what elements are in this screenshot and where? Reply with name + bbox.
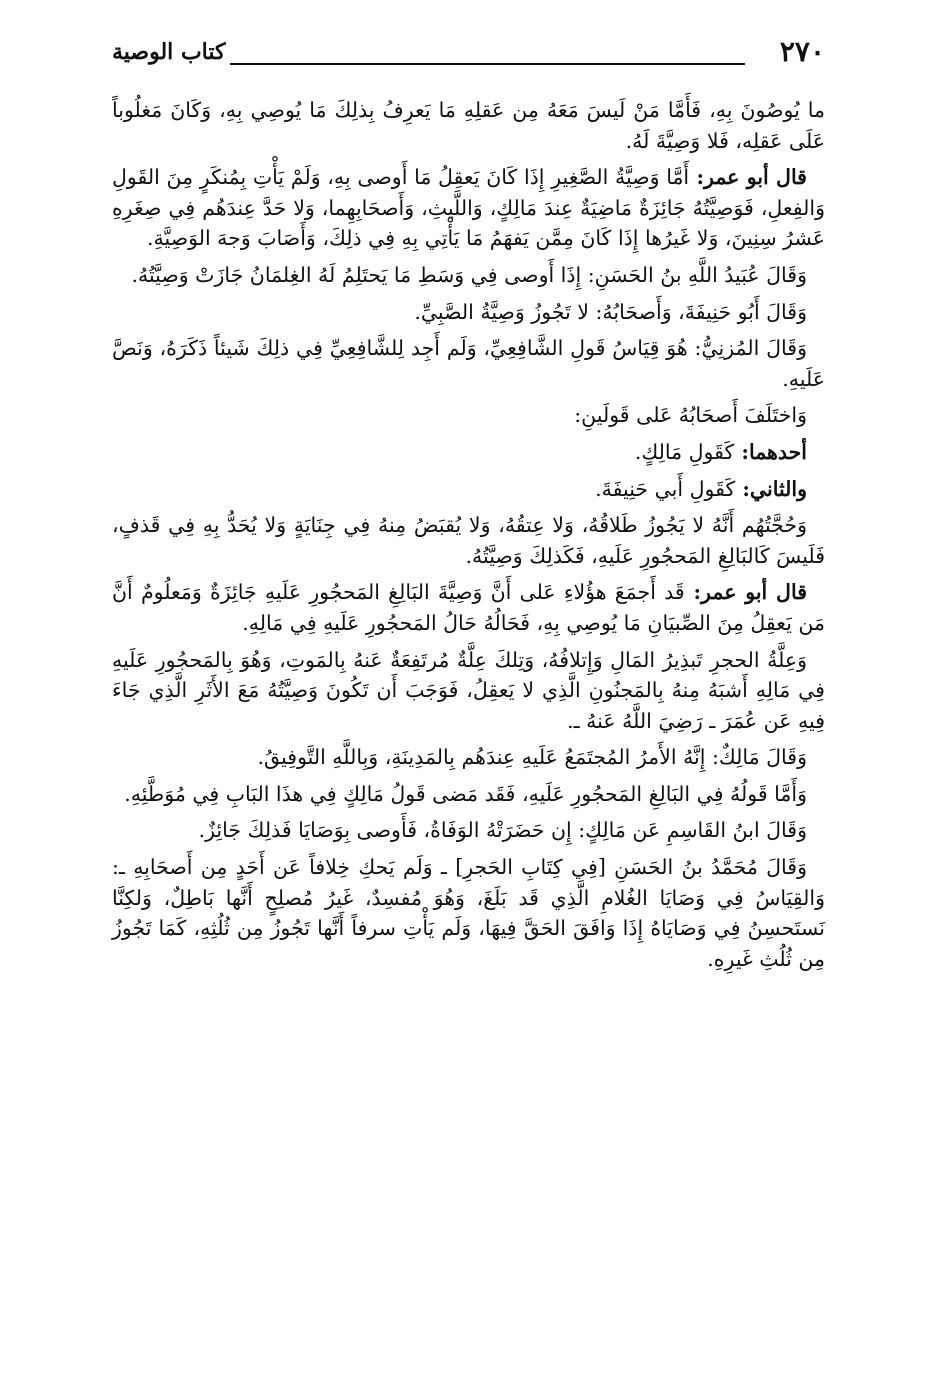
paragraph-text: وَقَالَ مَالِكٌ: إِنَّهُ الأَمرُ المُجتَمَعُ عَلَيهِ عِندَهُم بِالمَدِينَةِ، وَبِاللَّهِ التَّوفِيقُ.	[257, 745, 807, 770]
paragraph	[112, 742, 825, 773]
paragraph-text: كَقَولِ مَالِكٍ.	[634, 439, 735, 464]
paragraph-text: وَقَالَ عُبَيدُ اللَّهِ بنُ الحَسَنِ: إِذَا أَوصى فِي وَسَطِ مَا يَحتَلِمُ لَهُ الغِلمَانُ جَازَتْ وَصِيَّتُهُ.	[131, 262, 807, 287]
paragraph-lead: قال أبو عمر:	[684, 580, 807, 605]
paragraph-text: قَد أَجمَعَ هؤُلاءِ عَلى أَنَّ وَصِيَّةَ البَالِغِ المَحجُورِ عَلَيهِ جَائِزَةٌ وَمَعلُومٌ أَنَّ مَن يَعقِلُ مِنَ الصِّبيَانِ مَا يُوصِي بِهِ، فَحَالُهُ حَالُ المَحجُورِ عَلَيهِ فِي مَالِهِ.	[112, 580, 825, 635]
paragraph	[112, 297, 825, 328]
paragraph-lead: أحدهما:	[734, 439, 807, 464]
paragraph-text: وَاختَلَفَ أَصحَابُهُ عَلى قَولَينِ:	[574, 403, 807, 428]
paragraph	[112, 577, 825, 638]
paragraph-text: كَقَولِ أَبي حَنِيفَةَ.	[595, 476, 736, 501]
paragraph-text: وَقَالَ المُزنِيُّ: هُوَ قِيَاسُ قَولِ الشَّافِعِيِّ، وَلَم أَجِد لِلشَّافِعِيِّ فِي ذلِكَ شَيئاً ذَكَرَهُ، وَنَصَّ عَلَيهِ.	[112, 336, 825, 391]
paragraph-text: أَمَّا وَصِيَّةُ الصَّغِيرِ إِذَا كَانَ يَعقِلُ مَا أَوصى بِهِ، وَلَمْ يَأْتِ بِمُنكَرٍ مِنَ القَولِ وَالفِعلِ، فَوَصِيَّتُهُ جَائِزَةٌ مَاضِيَةٌ عِندَ مَالِكٍ، وَاللَّيثِ، وَأَصحَابِهِما، وَلا حَدَّ عِندَهُم فِي صِغَرِهِ عَشرُ سِنِينَ، وَلا غَيرُها إِذَا كَانَ مِمَّن يَفهَمُ مَا يَأْتِي بِهِ فِي ذلِكَ، وَأَصَابَ وَجهَ الوَصِيَّةِ.	[112, 165, 825, 251]
paragraph-text: وَقَالَ مُحَمَّدُ بنُ الحَسَنِ [فِي كِتَابِ الحَجرِ] ـ وَلَم يَحكِ خِلافاً عَن أَحَدٍ مِن أَصحَابِهِ ـ: وَالقِيَاسُ فِي وَصَايَا الغُلامِ الَّذِي قَد بَلَغَ، وَهُوَ مُفسِدٌ، غَيرُ مُصلِحٍ أَنَّها بَاطِلٌ، وَلكِنَّا نَستَحسِنُ فِي وَصَايَاهُ إِذَا وَافَقَ الحَقَّ فِيهَا، وَلَم يَأْتِ سرفاً أَنَّها تَجُوزُ مِن ثُلُثِهِ، كَمَا تَجُوزُ مِن ثُلُثِ غَيرِهِ.	[112, 855, 825, 971]
paragraph-text: وَقَالَ أَبُو حَنِيفَةَ، وَأَصحَابُهُ: لا تَجُوزُ وَصِيَّةُ الصَّبِيِّ.	[414, 299, 807, 324]
running-title: كتاب الوصية	[112, 39, 226, 65]
paragraph	[112, 815, 825, 846]
paragraph	[112, 852, 825, 974]
paragraph	[112, 333, 825, 394]
header-rule	[230, 63, 745, 65]
paragraph-text: وَعِلَّةُ الحجرِ تَبذِيرُ المَالِ وَإِتلافُهُ، وَتِلكَ عِلَّةٌ مُرتَفِعَةٌ عَنهُ بِالمَوتِ، وَهُوَ بِالمَحجُورِ عَلَيهِ فِي مَالِهِ أَشبَهُ مِنهُ بِالمَجنُونِ الَّذِي لا يَعقِلُ، فَوَجَبَ أَن تَكُونَ وَصِيَّتُهُ مَعَ الأَثَرِ الَّذِي جَاءَ فِيهِ عَن عُمَرَ ـ رَضِيَ اللَّهُ عَنهُ ـ.	[112, 647, 825, 733]
paragraph	[112, 437, 807, 468]
paragraph	[112, 260, 825, 291]
paragraph	[112, 474, 807, 505]
paragraph-text: وَقَالَ ابنُ القَاسِمِ عَن مَالِكٍ: إِن حَضَرَتْهُ الوَفَاةُ، فَأَوصى بِوَصَايَا فَذلِكَ جَائِزٌ.	[198, 818, 807, 843]
paragraph-text: ما يُوصُونَ بِهِ، فَأَمَّا مَنْ لَيسَ مَعَهُ مِن عَقلِهِ مَا يَعرِفُ بِذلِكَ مَا يُوصِي بِهِ، وَكَانَ مَغلُوباً عَلَى عَقلِه، فَلا وَصِيَّةَ لَهُ.	[112, 98, 825, 153]
paragraph	[112, 779, 825, 810]
page-body	[112, 95, 825, 980]
paragraph	[112, 645, 825, 737]
page-header	[112, 34, 825, 74]
paragraph	[112, 162, 825, 254]
paragraph	[112, 510, 825, 571]
page-number: ٢٧٠	[779, 35, 825, 68]
paragraph	[112, 95, 825, 156]
paragraph-lead: قال أبو عمر:	[689, 165, 807, 190]
paragraph-text: وَحُجَّتُهُم أَنَّهُ لا يَجُوزُ طَلاقُهُ، وَلا عِتقُهُ، وَلا يُقبَضُ مِنهُ فِي جِنَايَةٍ وَلا يُحَدُّ بِهِ فِي قَذفٍ، فَلَيسَ كَالبَالِغِ المَحجُورِ عَلَيهِ، فَكَذلِكَ وَصِيَّتُهُ.	[112, 513, 825, 568]
paragraph-lead: والثاني:	[735, 476, 807, 501]
paragraph	[112, 400, 807, 431]
paragraph-text: وَأَمَّا قَولُهُ فِي البَالِغِ المَحجُورِ عَلَيهِ، فَقَد مَضى قَولُ مَالِكٍ فِي هذَا البَابِ فِي مُوَطَّئِهِ.	[124, 781, 807, 806]
